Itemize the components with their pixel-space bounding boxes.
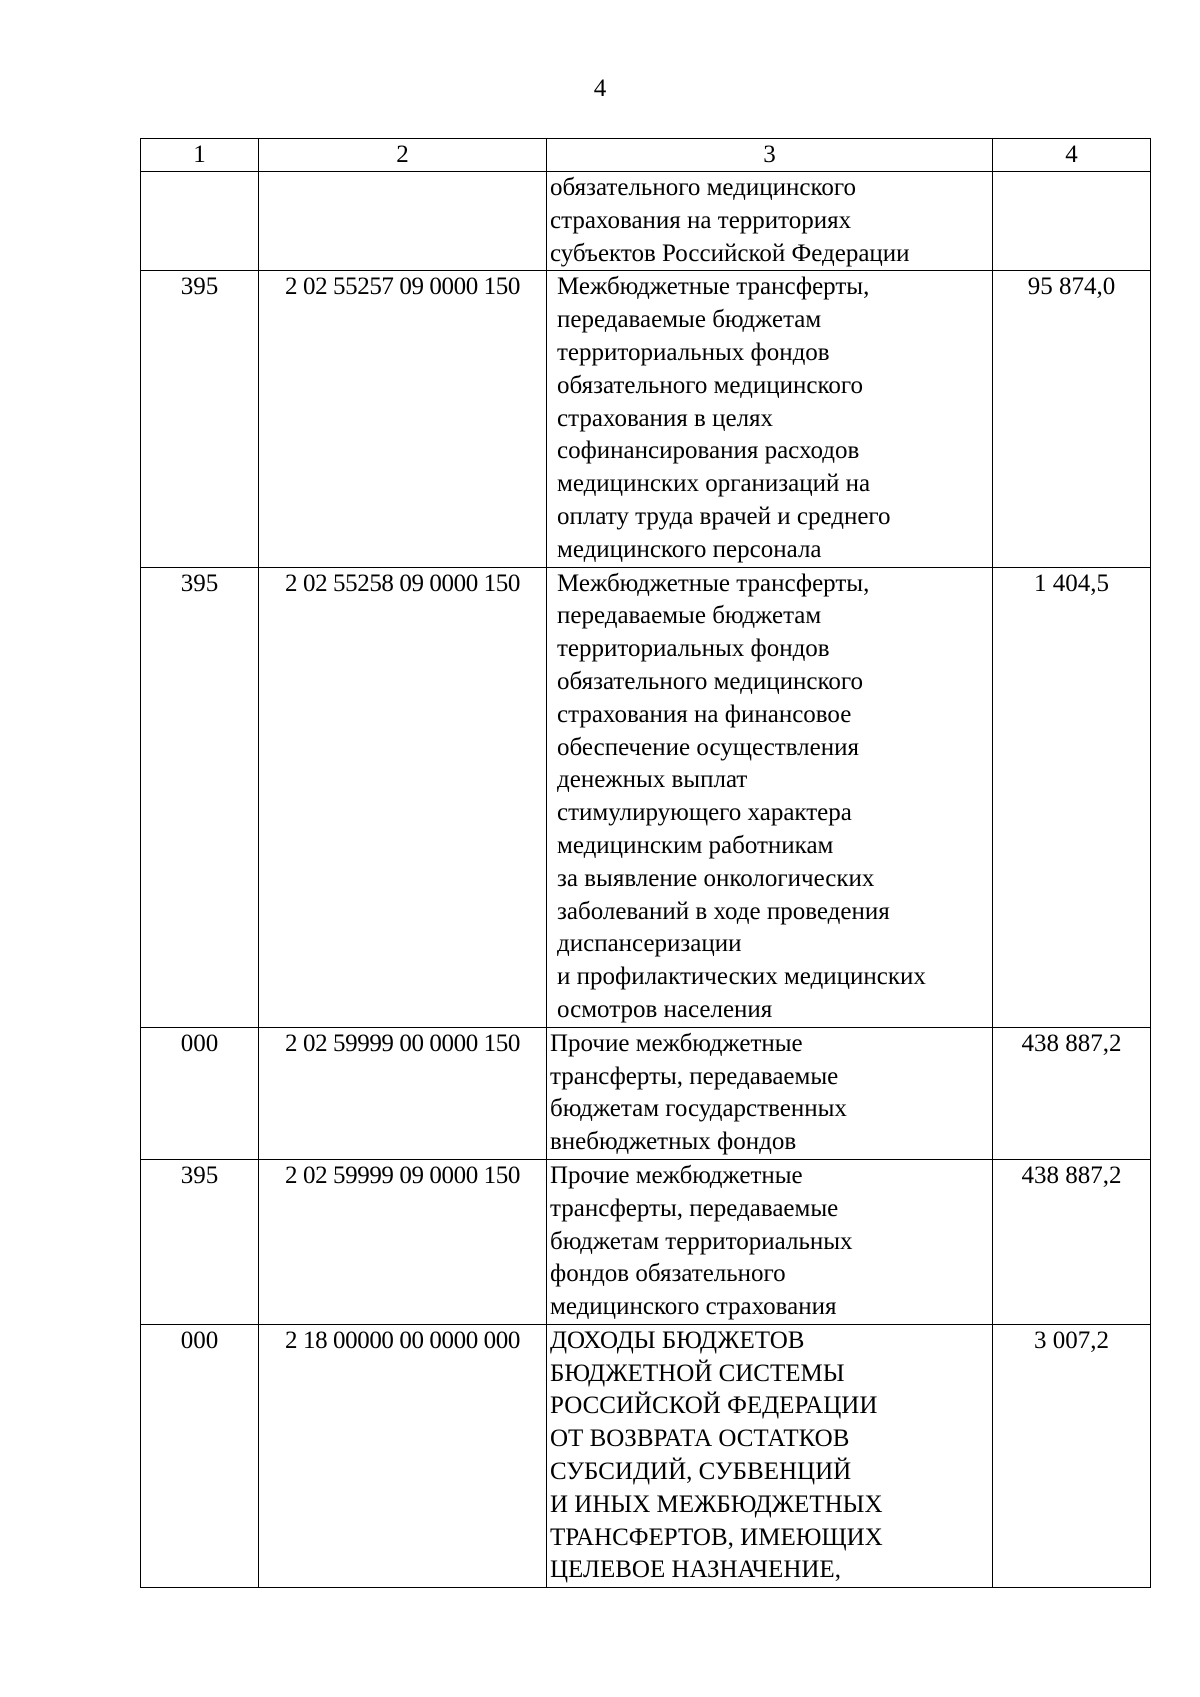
name-line: медицинского персонала xyxy=(557,535,822,563)
name-line: обязательного медицинского xyxy=(557,371,864,399)
name-line: территориальных фондов xyxy=(557,635,830,663)
amount-cell: 3 007,2 xyxy=(993,1324,1151,1587)
name-line: территориальных фондов xyxy=(557,338,830,366)
name-line: обеспечение осуществления xyxy=(557,733,860,761)
budget-code-cell: 2 02 55258 09 0000 150 xyxy=(259,567,547,1027)
revenue-name-cell xyxy=(547,567,993,1027)
name-line: субъектов Российской Федерации xyxy=(550,239,910,267)
revenue-name-cell xyxy=(547,1159,993,1324)
name-line: Межбюджетные трансферты, xyxy=(557,273,870,301)
revenue-name-cell xyxy=(547,1324,993,1587)
amount-cell xyxy=(993,172,1151,271)
name-line: РОССИЙСКОЙ ФЕДЕРАЦИИ xyxy=(550,1392,878,1420)
name-line: и профилактических медицинских xyxy=(557,963,926,991)
amount-cell: 95 874,0 xyxy=(993,271,1151,567)
name-line: денежных выплат xyxy=(557,766,748,794)
budget-code-cell: 2 02 59999 00 0000 150 xyxy=(259,1027,547,1159)
table-header-row xyxy=(141,139,1151,172)
name-line: страхования на финансовое xyxy=(557,700,852,728)
budget-code-cell: 2 02 59999 09 0000 150 xyxy=(259,1159,547,1324)
name-line: осмотров населения xyxy=(557,995,773,1023)
name-line: стимулирующего характера xyxy=(557,799,852,827)
name-line: передаваемые бюджетам xyxy=(557,306,822,334)
header-cell-2: 2 xyxy=(259,139,547,172)
name-line: И ИНЫХ МЕЖБЮДЖЕТНЫХ xyxy=(550,1490,883,1518)
name-line: заболеваний в ходе проведения xyxy=(557,897,890,925)
name-line: ДОХОДЫ БЮДЖЕТОВ xyxy=(550,1326,805,1354)
name-line: ЦЕЛЕВОЕ НАЗНАЧЕНИЕ, xyxy=(550,1556,841,1584)
name-line: страхования в целях xyxy=(557,404,774,432)
budget-code-cell: 2 18 00000 00 0000 000 xyxy=(259,1324,547,1587)
name-line: Прочие межбюджетные xyxy=(550,1161,803,1189)
name-line: бюджетам государственных xyxy=(550,1095,847,1123)
header-cell-4: 4 xyxy=(993,139,1151,172)
name-line: передаваемые бюджетам xyxy=(557,602,822,630)
name-line: оплату труда врачей и среднего xyxy=(557,502,891,530)
revenue-name-cell xyxy=(547,271,993,567)
name-line: софинансирования расходов xyxy=(557,437,860,465)
name-line: БЮДЖЕТНОЙ СИСТЕМЫ xyxy=(550,1359,845,1387)
name-line: бюджетам территориальных xyxy=(550,1227,853,1255)
budget-code-cell xyxy=(259,172,547,271)
name-line: трансферты, передаваемые xyxy=(550,1062,839,1090)
name-line: за выявление онкологических xyxy=(557,864,875,892)
admin-code-cell: 395 xyxy=(141,567,259,1027)
table-row xyxy=(141,1324,1151,1587)
name-line: Межбюджетные трансферты, xyxy=(557,569,870,597)
name-line: диспансеризации xyxy=(557,930,742,958)
amount-cell: 1 404,5 xyxy=(993,567,1151,1027)
header-cell-3: 3 xyxy=(547,139,993,172)
name-line: СУБСИДИЙ, СУБВЕНЦИЙ xyxy=(550,1458,852,1486)
name-line: медицинских организаций на xyxy=(557,470,871,498)
name-line: ОТ ВОЗВРАТА ОСТАТКОВ xyxy=(550,1425,850,1453)
table-row xyxy=(141,172,1151,271)
table-row xyxy=(141,1159,1151,1324)
amount-cell: 438 887,2 xyxy=(993,1159,1151,1324)
name-line: фондов обязательного xyxy=(550,1260,786,1288)
budget-code-cell: 2 02 55257 09 0000 150 xyxy=(259,271,547,567)
table-row xyxy=(141,271,1151,567)
admin-code-cell: 000 xyxy=(141,1027,259,1159)
name-line: обязательного медицинского xyxy=(550,174,857,201)
admin-code-cell: 395 xyxy=(141,1159,259,1324)
admin-code-cell: 395 xyxy=(141,271,259,567)
name-line: страхования на территориях xyxy=(550,206,852,234)
name-line: медицинским работникам xyxy=(557,831,834,859)
admin-code-cell xyxy=(141,172,259,271)
table-row xyxy=(141,1027,1151,1159)
name-line: трансферты, передаваемые xyxy=(550,1194,839,1222)
revenue-name-cell xyxy=(547,1027,993,1159)
name-line: Прочие межбюджетные xyxy=(550,1029,803,1057)
table-row xyxy=(141,567,1151,1027)
name-line: обязательного медицинского xyxy=(557,667,864,695)
name-line: ТРАНСФЕРТОВ, ИМЕЮЩИХ xyxy=(550,1523,883,1551)
admin-code-cell: 000 xyxy=(141,1324,259,1587)
revenue-name-cell xyxy=(547,172,993,271)
name-line: внебюджетных фондов xyxy=(550,1128,797,1156)
amount-cell: 438 887,2 xyxy=(993,1027,1151,1159)
header-cell-1: 1 xyxy=(141,139,259,172)
name-line: медицинского страхования xyxy=(550,1293,837,1321)
page-number: 4 xyxy=(593,75,607,102)
revenue-table xyxy=(140,138,1151,1588)
